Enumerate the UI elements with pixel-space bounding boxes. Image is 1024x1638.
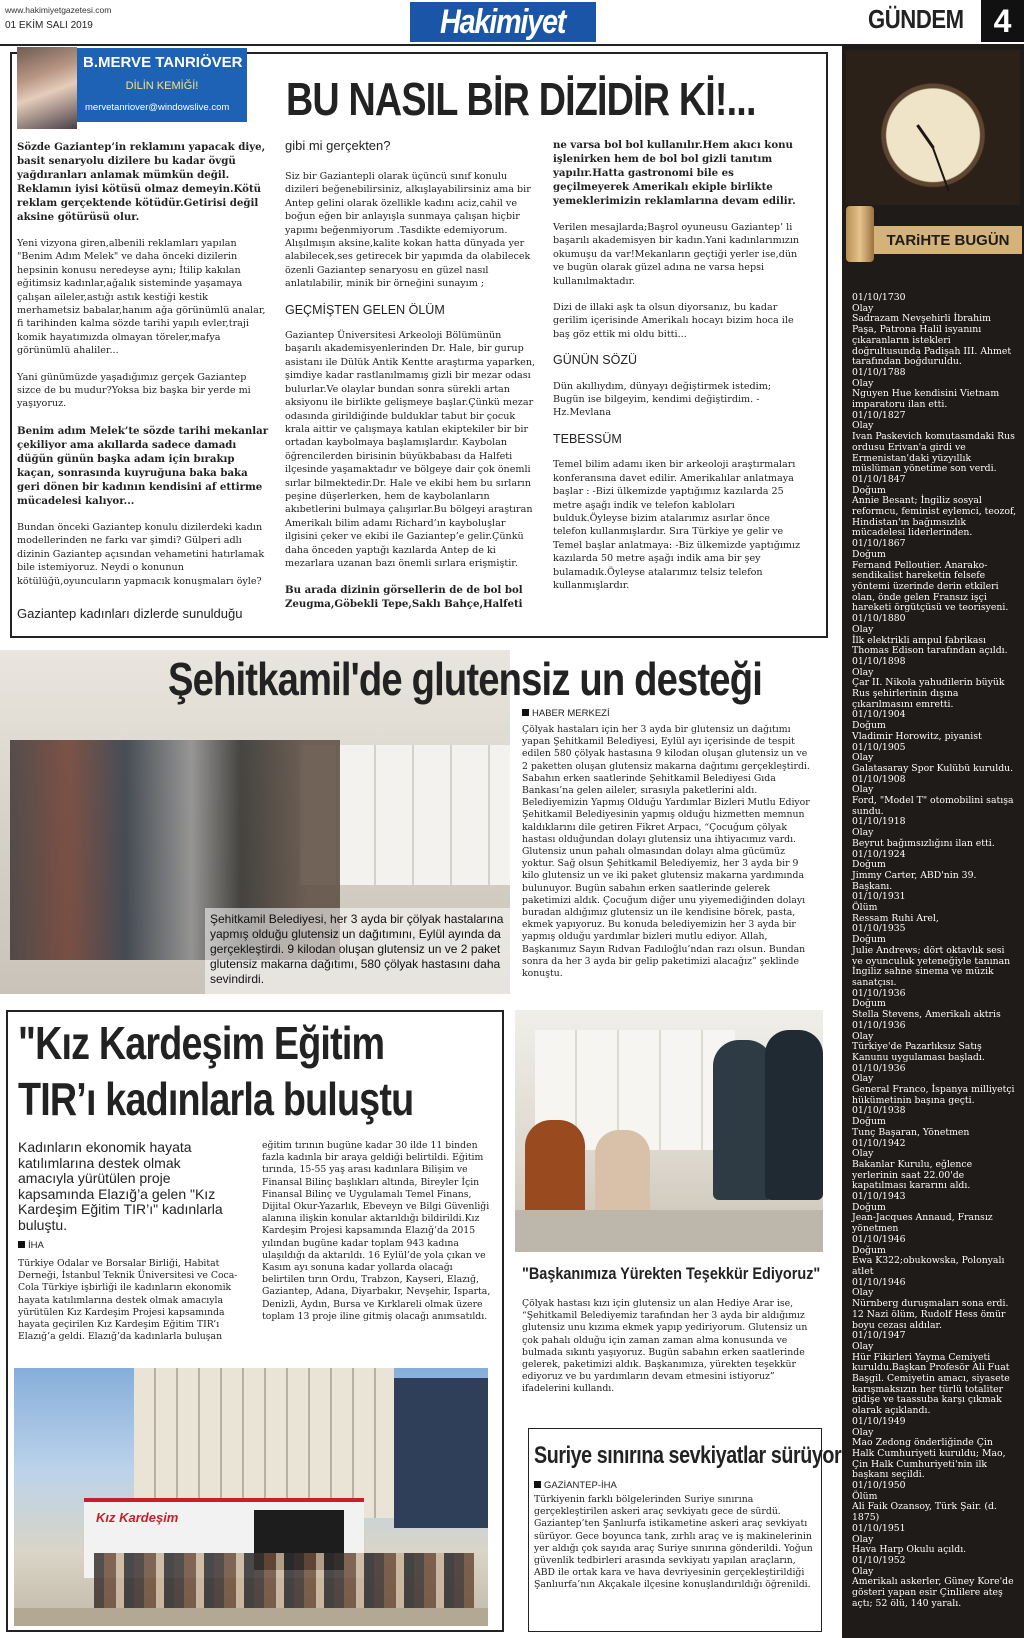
author-email[interactable]: mervetanriover@windowslive.com xyxy=(85,102,230,113)
history-entry-type: Olay xyxy=(852,377,874,389)
history-entry-text: Türkiye'de Pazarlıksız Satış Kanunu uygulaması başladı. xyxy=(852,1041,985,1063)
history-entry-type: Doğum xyxy=(852,1201,886,1213)
history-entry-type: Olay xyxy=(852,623,874,635)
source-marker-icon xyxy=(522,709,529,716)
history-entry-type: Olay xyxy=(852,827,874,839)
history-entry-type: Olay xyxy=(852,1533,874,1545)
history-entry-date: 01/10/1952 xyxy=(852,1554,906,1566)
history-entry-date: 01/10/1924 xyxy=(852,848,906,860)
history-entry-date: 01/10/1908 xyxy=(852,773,906,785)
suriye-headline: Suriye sınırına sevkiyatlar sürüyor xyxy=(534,1442,842,1469)
history-entry-type: Doğum xyxy=(852,484,886,496)
history-entry-type: Olay xyxy=(852,1073,874,1085)
masthead-logo xyxy=(410,2,596,42)
history-entry-text: Mao Zedong önderliğinde Çin Halk Cumhuriyeti kuruldu; Mao, Çin Halk Cumhuriyeti'nin ilk başkanı seçildi. xyxy=(852,1437,1006,1481)
history-entry-type: Ölüm xyxy=(852,1490,878,1502)
gluten-body: Çölyak hastaları için her 3 ayda bir glutensiz un dağıtımı yapan Şehitkamil Belediyesi, Eylül ayı içerisinde de tespit edilen 580 çölyak hastasına 9 kilodan oluşan glutensiz un ve 2 paketten oluşan glutensiz makarna dağıtımı gerçekleştirdi. Sabahın erken saatlerinde Şehitkamil Belediyesi Gıda Bankası’na gelen aileler, sırasıyla paketlerini aldı. Belediyemizin Yapmış Olduğu Yardımlar Bizleri Mutlu Ediyor Şehitkamil Belediyesinin yapmış olduğu hizmetten memnun kaldıklarını dile getiren Fikret Arpacı, “Çocuğum çölyak hastası olduğundan dolayı glutensiz una ihtiyacımız vardı. Glutensiz unun pahalı olmasından dolayı alma gücümüz yoktur. Sağ olsun Şehitkamil Belediyemiz, her 3 ayda bir 9 kilo glutensiz un ve iki paket glutensiz makarna yardımında bulunuyor. Bugün sabahın erken saatlerinde gelerek paketimizi aldık. Çocuğum diğer unu yiyemediğinden dolayı buradan aldığımız glutensiz un ile kendisine börek, pasta, ekmek yapıyoruz. Bu konuda belediyemizin her 3 ayda bir yapmış olduğu yardımlar bizleri mutlu ediyor. Allah, Başkanımız Sayın Rıdvan Fadıloğlu’ndan razı olsun. Bundan sonra da her 3 ayda bir gelip paketimizi alacağız” şeklinde konuştu. xyxy=(522,724,810,980)
gluten-source-text: HABER MERKEZİ xyxy=(532,708,610,719)
tir-body-1: Türkiye Odalar ve Borsalar Birliği, Habitat Derneği, İstanbul Teknik Üniversitesi ve Coca-Cola Türkiye işbirliği ile kadınların ekonomik hayata katılımlarına destek olmak amacıyla yürütülen Kız Kardeşim Projesi kapsamında hayata geçirilen Kız Kardeşim Eğitim TIR’ı Elazığ’a geldi. Elazığ’da kadınlarla buluşan xyxy=(18,1258,238,1343)
history-entry-type: Olay xyxy=(852,1287,874,1299)
history-entry-type: Doğum xyxy=(852,720,886,732)
history-entry-text: Jimmy Carter, ABD'nin 39. Başkanı. xyxy=(852,869,977,892)
history-entry-text: İlk elektrikli ampul fabrikası Thomas Edison tarafından açıldı. xyxy=(852,634,1008,657)
history-entry-text: Ivan Paskevich komutasındaki Rus ordusu Erivan'a girdi ve Ermenistan'daki yüzyıllık müslüman yönetime son verdi. xyxy=(852,431,1015,475)
author-name: B.MERVE TANRIÖVER xyxy=(83,54,243,71)
history-entry-date: 01/10/1936 xyxy=(852,1019,906,1031)
history-entry-text: Ali Faik Ozansoy, Türk Şair. (d. 1875) xyxy=(852,1501,997,1524)
history-entry-text: Tunç Başaran, Yönetmen xyxy=(852,1126,970,1138)
table-surface xyxy=(515,1210,823,1252)
column-col1 xyxy=(17,140,269,601)
history-entry-text: Julie Andrews; dört oktavlık sesi ve oyunculuk yeteneğiyle tanınan İngiliz sahne sinema ve müzik sanatçısı. xyxy=(852,944,1011,988)
history-entry-type: Ölüm xyxy=(852,902,878,914)
author-photo xyxy=(17,47,77,129)
gluten-second-headline: "Başkanımıza Yürekten Teşekkür Ediyoruz" xyxy=(522,1264,821,1283)
history-entry-date: 01/10/1949 xyxy=(852,1415,906,1427)
clock-photo xyxy=(846,50,1020,205)
history-entry-type: Olay xyxy=(852,752,874,764)
history-entry-date: 01/10/1880 xyxy=(852,613,906,625)
history-entry-date: 01/10/1827 xyxy=(852,409,906,421)
column-col2 xyxy=(285,170,537,624)
history-entry-text: Çar II. Nikola yahudilerin büyük Rus şehirlerinin dışına çıkarılmasını emretti. xyxy=(852,677,1005,710)
logo-text: Hakimiyet xyxy=(440,2,566,41)
history-entry-date: 01/10/1847 xyxy=(852,473,906,485)
col1-para-3: Yani günümüzde yaşadığımız gerçek Gaziantep sizce de bu mudur?Yoksa biz başka bir yerde mi yaşıyoruz. xyxy=(17,371,251,410)
tir-lead: Kadınların ekonomik hayata katılımlarına destek olmak amacıyla yürütülen proje kapsamında Elazığ’a gelen "Kız Kardeşim Eğitim TIR’ı" kadınlarla buluştu. xyxy=(18,1139,223,1233)
history-entry-type: Doğum xyxy=(852,934,886,946)
history-entry-date: 01/10/1788 xyxy=(852,366,906,378)
history-entry-text: Beyrut bağımsızlığını ilan etti. xyxy=(852,837,995,849)
history-entry-text: Fernand Pelloutier. Anarako-sendikalist hareketin felsefe yöntemi üzerinde derin etkileri olan, önde gelen Fransız işçi hareketi örgütçüsü ve teorisyeni. xyxy=(852,559,1009,614)
tir-source xyxy=(18,1240,44,1251)
history-entry-type: Olay xyxy=(852,666,874,678)
history-entry-type: Olay xyxy=(852,420,874,432)
gluten-source xyxy=(522,708,610,719)
column-headline: BU NASIL BİR DİZİDİR Kİ!... xyxy=(286,73,756,125)
col1-para-5: Bundan önceki Gaziantep konulu dizilerdeki kadın modellerinden ne farkı var şimdi? Gülperi adlı dizinin Gaziantep açısından vehametini hatırlamak bile istemiyoruz. Neydi o konunun kötülüğü,oyuncuların yapmacık konuşmaları öyle? xyxy=(17,521,265,587)
history-entry-type: Olay xyxy=(852,1426,874,1438)
history-entry-type: Olay xyxy=(852,1565,874,1577)
history-entry-date: 01/10/1936 xyxy=(852,1062,906,1074)
col2-lead: gibi mi gerçekten? xyxy=(285,138,391,153)
gluten-photo-caption: Şehitkamil Belediyesi, her 3 ayda bir çölyak hastalarına yapmış olduğu glutensiz un dağıtımını, Eylül ayında da gerçekleştirdi. 9 kilodan oluşan glutensiz un ve 2 paket glutensiz makarna dağıtımı, 580 çölyak hastasını daha sevindirdi. xyxy=(210,912,504,986)
history-list xyxy=(852,293,1018,1609)
issue-date: 01 EKİM SALI 2019 xyxy=(5,20,93,31)
masthead-rule xyxy=(0,44,842,46)
history-entry-date: 01/10/1943 xyxy=(852,1191,906,1203)
history-title-banner xyxy=(874,226,1022,254)
col3-joke: Temel bilim adamı iken bir arkeoloji araştırmaları konferansına davet edilir. Amerikalılar anlatmaya başlar : -Bizi ülkemizde yaptığımız kazılarda 25 metre aşağı indik ve telefon kabloları bulduk.Öyleyse bizim atalarımız asırlar önce telefon kullanmışlardır. Sıra Türkiye ye gelir ve Temel başlar anlatmaya: -Biz ülkemizde yaptığımız kazılarda 50 metre aşağı indik ama bir şey bulamadık.Öyleyse atalarımız telsiz telefon kullanmışlardır. xyxy=(553,459,801,591)
col3-para-3: Dizi de illaki aşk ta olsun diyorsanız, bu kadar gerilim içerisinde Amerikalı hocayı bizim hoca ile baş göz ettik mi oldu bitti... xyxy=(553,302,794,340)
website-url[interactable]: www.hakimiyetgazetesi.com xyxy=(5,5,112,15)
man-figure-2 xyxy=(765,1030,823,1200)
suriye-source xyxy=(534,1480,617,1491)
suriye-source-marker-icon xyxy=(534,1481,541,1488)
history-entry-text: Bakanlar Kurulu, eğlence yerlerinin saat 22.00'de kapatılması kararını aldı. xyxy=(852,1158,973,1192)
history-entry-date: 01/10/1946 xyxy=(852,1233,906,1245)
history-entry-date: 01/10/1935 xyxy=(852,923,906,935)
history-entry-type: Doğum xyxy=(852,859,886,871)
author-box xyxy=(77,48,247,122)
tir-headline-line2: TIR’ı kadınlarla buluştu xyxy=(18,1073,414,1125)
history-entry-text: Galatasaray Spor Kulübü kuruldu. xyxy=(852,762,1014,774)
gluten-headline: Şehitkamil'de glutensiz un desteği xyxy=(168,653,762,705)
col2-para-3: Bu arada dizinin görsellerin de de bol bol Zeugma,Göbekli Tepe,Saklı Bahçe,Halfeti xyxy=(285,584,523,611)
history-entry-date: 01/10/1938 xyxy=(852,1105,906,1117)
history-entry-text: Ressam Ruhi Arel, xyxy=(852,912,939,924)
col1-para-4: Benim adım Melek’te sözde tarihi mekanlar çekiliyor ama akıllarda sadece damadı düğün günün başka adam için bırakıp kaçan, sonrasında kuyruğuna baka baka geri dönen bir kadının kendisini af ettirme mücadelesi kalıyor... xyxy=(17,424,269,507)
history-entry-text: Sadrazam Nevşehirli İbrahim Paşa, Patrona Halil isyanını çıkaranların istekleri doğrultusunda Padişah III. Ahmet tarafından boğduruldu. xyxy=(852,313,1012,368)
history-entry-date: 01/10/1947 xyxy=(852,1330,906,1342)
history-entry-date: 01/10/1898 xyxy=(852,655,906,667)
scroll-icon xyxy=(846,206,874,262)
history-entry-type: Doğum xyxy=(852,548,886,560)
history-entry-text: Nürnberg duruşmaları sona erdi. 12 Nazi ölüm, Rudolf Hess ömür boyu cezası aldılar. xyxy=(852,1298,1009,1331)
history-entry-type: Doğum xyxy=(852,1244,886,1256)
suriye-body: Türkiyenin farklı bölgelerinden Suriye sınırına gerçekleştirilen askeri araç sevkiyatı gece de sürdü. Gaziantep’ten Şanlıurfa istikametine askeri araç sevkiyatı sürüyor. Gece boyunca tank, zırhlı araç ve iş makinelerinin yer aldığı çok sayıda araç Suriye sınırına gönderildi. Yoğun güvenlik tedbirleri arasında sevkiyatı yapılan araçların, ABD ile ortak kara ve hava devriyesinin gerçekleştirildiği Şanlıurfa’nın Akçakale ilçesine konuşlandırıldığı öğrenildi. xyxy=(534,1494,813,1591)
history-entry-type: Olay xyxy=(852,302,874,314)
truck-text: Kız Kardeşim xyxy=(96,1510,179,1525)
history-entry-date: 01/10/1951 xyxy=(852,1522,906,1534)
history-entry-date: 01/10/1904 xyxy=(852,709,906,721)
history-entry-text: Hava Harp Okulu açıldı. xyxy=(852,1544,967,1556)
col1-caption: Gaziantep kadınları dizlerde sunulduğu xyxy=(17,606,243,621)
tir-source-marker-icon xyxy=(18,1241,25,1248)
column-name: DİLİN KEMİĞİ! xyxy=(125,80,199,92)
tir-body-2: eğitim tırının bugüne kadar 30 ilde 11 binden fazla kadınla bir araya geldiği belirtildi. Eğitim tırında, 15-55 yaş arası kadınlara Bilişim ve Finansal Bilinç başlıkları altında, Bireyler İçin Finansal Bilinç ve Uygulamalı Temel Finans, Dijital Okur-Yazarlık, Ebeveyn ve Bilgi Güvenliği alanına ilişkin konular aktarıldığı bildirildi.Kız Kardeşim Projesi kapsamında Elazığ’da 2015 yılından bugüne kadar toplam 943 kadına ulaşıldığı da aktarıldı. 16 Eylül’de yola çıkan ve Kasım ayı sonuna kadar yollarda olacağı belirtilen tırın Ordu, Trabzon, Kayseri, Elazığ, Gaziantep, Adana, Diyarbakır, Nevşehir, Isparta, Denizli, Aydın, Bursa ve Kırklareli olmak üzere toplam 13 proje iline gitmiş olacağı anımsatıldı. xyxy=(262,1140,491,1322)
pavement xyxy=(14,1608,488,1626)
history-entry-text: General Franco, İspanya milliyetçi hükümetinin başına geçti. xyxy=(852,1084,1015,1106)
history-entry-date: 01/10/1905 xyxy=(852,741,906,753)
col3-quote: Dün akıllıydım, dünyayı değiştirmek istedim; Bugün ise bilgeyim, kendimi değiştirdim. -Hz.Mevlana xyxy=(553,380,772,419)
history-entry-text: Amerikalı askerler, Güney Kore'de gösteri yapan esir Çinlilere ateş açtı; 52 ölü, 140 yaralı. xyxy=(852,1576,1014,1609)
page-number: 4 xyxy=(993,2,1012,39)
col1-para-2: Yeni vizyona giren,albenili reklamları yapılan "Benim Adım Melek" ve daha önceki dizilerin hepsinin konusu neredeyse aynı; İtilip kakılan eğitimsiz kadınlar,ağalık sisteminde yaşamaya çalışan aileler,astığı astık kestiği kestik merhametsiz babalar,hanım ağa görünümlü analar, fi tarihinden kalma sözde tarihi yapılı evler,traji komik hayatımızda olmayan töreler,mafya görünümlü ahaliler... xyxy=(17,238,266,357)
history-entry-date: 01/10/1936 xyxy=(852,987,906,999)
building-right xyxy=(394,1378,488,1528)
history-entry-date: 01/10/1950 xyxy=(852,1480,906,1492)
col3-para-1: ne varsa bol bol kullanılır.Hem akıcı konu işlenirken hem de bol bol gizli tanıtım yapılır.Hatta gastronomi bile es geçilmeyerek Amerikalı ekiple birlikte yemeklerimizin reklamlarına devam edilir. xyxy=(553,139,796,207)
col1-para-1: Sözde Gaziantep’in reklamını yapacak diye, basit senaryolu dizilere bu kadar övgü yağdıranları anlamak mümkün değil. Reklamın iyisi kötüsü olmaz demeyin.Kötü reklam gerçektende kötüdür.Getirisi değil aksine götürüsü olur. xyxy=(17,141,266,223)
apartment-buildings xyxy=(134,1368,394,1518)
history-entry-text: Ford, "Model T" otomobilini satışa sundu. xyxy=(852,795,1014,817)
history-entry-type: Olay xyxy=(852,1148,874,1160)
history-entry-type: Doğum xyxy=(852,998,886,1010)
gluten-second-body: Çölyak hastası kızı için glutensiz un alan Hediye Arar ise, “Şehitkamil Belediyemiz tarafından her 3 ayda bir aldığımız glutensiz unu kızıma ekmek yapıp yediriyorum. Glutensiz un çok pahalı olduğu için zaman zaman alma konusunda ve bulmada sıkıntı yaşıyoruz. Bugün sabahın erken saatlerinde gelerek, paketimizi aldık. Başkanımıza, yürekten teşekkür ediyoruz ve bu yardımların devam etmesini istiyoruz” ifadelerini kullandı. xyxy=(522,1298,808,1395)
history-entry-type: Olay xyxy=(852,784,874,796)
section-label: GÜNDEM xyxy=(868,4,964,34)
gluten-photo-2 xyxy=(515,1010,823,1252)
history-entry-type: Olay xyxy=(852,1340,874,1352)
history-entry-date: 01/10/1730 xyxy=(852,292,906,303)
col2-para-1: Siz bir Gaziantepli olarak üçüncü sınıf konulu dizileri beğenebilirsiniz, alkışlayabilirsiniz ama bir Antep gelini olarak özellikle kadını aciz,cahil ve boğun eğen bir anlayışla sunmaya çalışan hiçbir yapımı beğenmiyorum .Tasdikte edemiyorum. Alışılmışın aksine,kalite kokan hatta dünyada yer alabilecek,ses getirecek bir yapımda da olabilecek özenli Gaziantep senaryosu en güzel nasıl anlatılabilir, minik bir örneğini sunayım ; xyxy=(285,171,531,290)
history-entry-text: Vladimir Horowitz, piyanist xyxy=(852,730,982,742)
history-entry-type: Doğum xyxy=(852,1116,886,1128)
history-entry-date: 01/10/1918 xyxy=(852,816,906,828)
col2-para-2: Gaziantep Üniversitesi Arkeoloji Bölümünün başarılı akademisyenlerinden Dr. Hale, bir gurup asistanı ile Dülük Antik Kentte araştırma yaparken, şimdiye kadar rastlanılmamış gizli bir mezar odası bulurlar.Ve olaylar bundan sonra sürekli artan aksiyonu ile birlikte gelişmeye başlar.Çünkü mezar odasında girildiğinde bulduklar tabut bir çocuk krala aittir ve çalışmaya katılan ekiptekiler bir bir ortadan kaybolmaya başlamışlardır. Kaybolan öğrencilerden birisinin büyükbabası da Halfeti ilçesinde yaşamaktadır ve bölgeye dair çok önemli sırlar bilmektedir.Dr. Hale ve ekibi hem bu sırların peşine düşerlerken, hem de kaybolanların akıbetlerini bulmaya çalışırlar.Bu bölgeyi araştıran Amerikalı bilim adamı Richard’ın kayboluşlar ilgisini çeker ve ekibi ile Gaziantep’e gelir.Çünkü daha önceden yaptığı kazılarda Antep de ki mezarlara uzanan bazı önemli sırlara erişmiştir. xyxy=(285,330,536,569)
history-entry-date: 01/10/1942 xyxy=(852,1137,906,1149)
col3-subhead-quote: GÜNÜN SÖZÜ xyxy=(553,353,638,368)
history-entry-date: 01/10/1867 xyxy=(852,538,906,550)
history-entry-text: Hür Fikirleri Yayma Cemiyeti kuruldu.Başkan Profesör Ali Fuat Başgil. Cemiyetin amacı, siyasete karışmaksızın her türlü totaliter gidişe ve taassuba karşı çıkmak olarak açıklandı. xyxy=(852,1351,1010,1417)
tir-headline-line1: "Kız Kardeşim Eğitim xyxy=(18,1017,385,1069)
column-col3 xyxy=(553,138,805,605)
history-entry-type: Olay xyxy=(852,1030,874,1042)
clock-hand-minute xyxy=(932,148,950,192)
history-entry-text: Annie Besant; İngiliz sosyal reformcu, feminist eylemci, teozof, Hindistan'ın bağımsızlık mücadelesi liderlerinden. xyxy=(852,495,1017,539)
history-entry-text: Ewa K322;obukowska, Polonyalı atlet xyxy=(852,1255,1005,1277)
col3-para-2: Verilen mesajlarda;Başrol oyuneusu Gaziantep’ li başarılı akademisyen bir kadın.Yani kadınlarımızın okumuşu da var!Mekanların geçtiği yerler ise,dün ve bugün olarak güzel adına ne varsa hepsi kullanılmaktadır. xyxy=(553,222,800,287)
history-title: TARiHTE BUGÜN xyxy=(886,231,1010,249)
man-figure xyxy=(713,1040,773,1200)
tir-source-text: İHA xyxy=(28,1240,44,1251)
suriye-source-text: GAZİANTEP-İHA xyxy=(544,1480,617,1491)
col3-subhead-joke: TEBESSÜM xyxy=(553,431,622,446)
history-entry-text: Stella Stevens, Amerikalı aktris xyxy=(852,1009,1001,1021)
col2-subhead: GEÇMİŞTEN GELEN ÖLÜM xyxy=(285,302,445,317)
history-entry-date: 01/10/1931 xyxy=(852,891,906,903)
clock-hand-hour xyxy=(916,124,935,149)
page-number-box xyxy=(981,0,1024,42)
history-entry-text: Nguyen Hue kendisini Vietnam imparatoru ilan etti. xyxy=(852,388,1000,411)
history-entry-date: 01/10/1946 xyxy=(852,1276,906,1288)
tir-photo xyxy=(14,1368,488,1626)
crowd xyxy=(94,1553,474,1608)
history-entry-text: Jean-Jacques Annaud, Fransız yönetmen xyxy=(852,1212,993,1235)
